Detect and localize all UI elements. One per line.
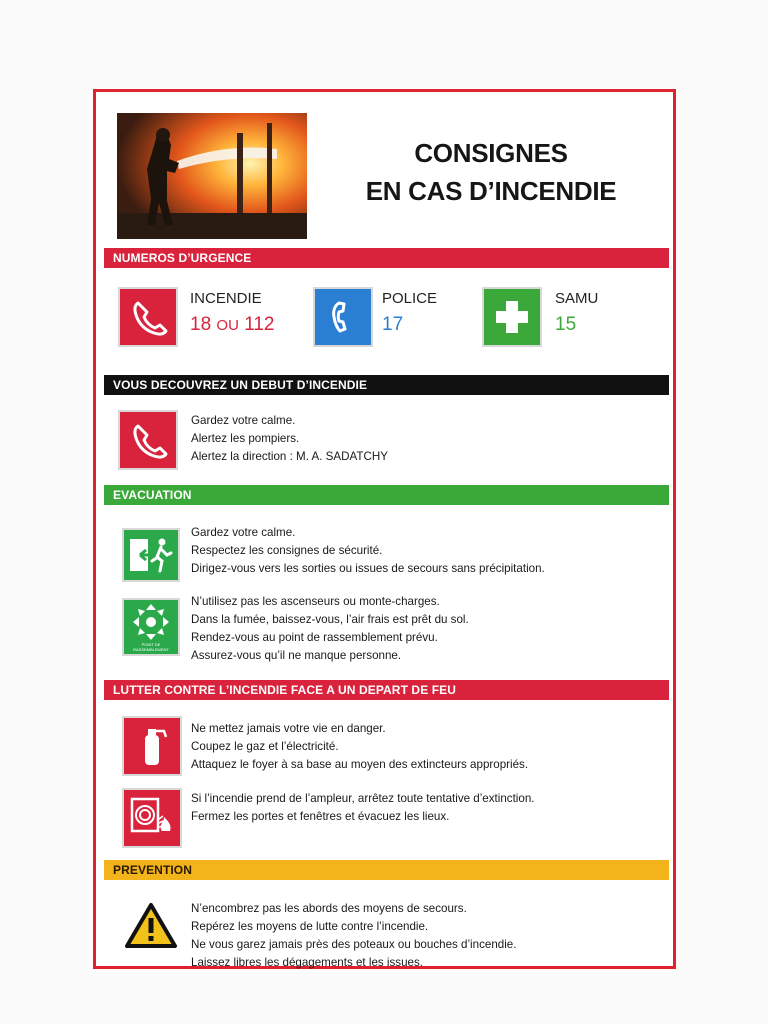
prevention-instructions: N’encombrez pas les abords des moyens de secours. Repérez les moyens de lutte contre l’incendie. Ne vous garez jamais près des poteaux ou bouches d’incendie. Laissez libres les dégagements et les issues. <box>191 902 517 969</box>
samu-number: 15 <box>555 314 577 335</box>
incendie-phone-icon <box>118 287 178 347</box>
police-label: POLICE <box>382 290 438 307</box>
police-phone-icon <box>313 287 373 347</box>
firefighter-photo <box>117 113 307 239</box>
prevention-header: PREVENTION <box>104 860 669 880</box>
incendie-number: 18 OU 112 <box>190 314 275 335</box>
page-title: CONSIGNES EN CAS D’INCENDIE <box>365 138 617 206</box>
fight-instructions-2: Si l’incendie prend de l’ampleur, arrêtez toute tentative d’extinction. Fermez les portes et fenêtres et évacuez les lieux. <box>191 792 535 823</box>
police-number: 17 <box>382 314 404 335</box>
emergency-numbers-header: NUMEROS D’URGENCE <box>104 248 669 268</box>
fire-safety-poster <box>93 89 676 969</box>
fight-instructions-1: Ne mettez jamais votre vie en danger. Coupez le gaz et l’électricité. Attaquez le foyer à sa base au moyen des extincteurs appropriés. <box>191 722 529 771</box>
warning-triangle-icon <box>124 902 178 955</box>
samu-medical-cross-icon <box>482 287 542 347</box>
evacuation-header: EVACUATION <box>104 485 669 505</box>
incendie-label: INCENDIE <box>190 290 262 307</box>
fire-extinguisher-icon <box>122 716 182 776</box>
discover-fire-header: VOUS DECOUVREZ UN DEBUT D’INCENDIE <box>104 375 669 395</box>
fire-hose-icon <box>122 788 182 848</box>
fight-fire-header: LUTTER CONTRE L’INCENDIE FACE A UN DEPART DE FEU <box>104 680 669 700</box>
phone-icon <box>118 410 178 470</box>
evacuation-instructions-2: N’utilisez pas les ascenseurs ou monte-charges. Dans la fumée, baissez-vous, l’air frais est prêt du sol. Rendez-vous au point de rassemblement prévu. Assurez-vous qu’il ne manque personne. <box>191 595 469 662</box>
discover-instructions: Gardez votre calme. Alertez les pompiers. Alertez la direction : M. A. SADATCHY <box>191 414 388 463</box>
assembly-point-icon <box>122 598 180 656</box>
samu-label: SAMU <box>555 290 599 307</box>
emergency-exit-icon <box>122 528 180 582</box>
assembly-point-caption: POINT DE RASSEMBLEMENT <box>133 642 169 652</box>
evacuation-instructions-1: Gardez votre calme. Respectez les consignes de sécurité. Dirigez-vous vers les sorties ou issues de secours sans précipitation. <box>191 526 545 575</box>
